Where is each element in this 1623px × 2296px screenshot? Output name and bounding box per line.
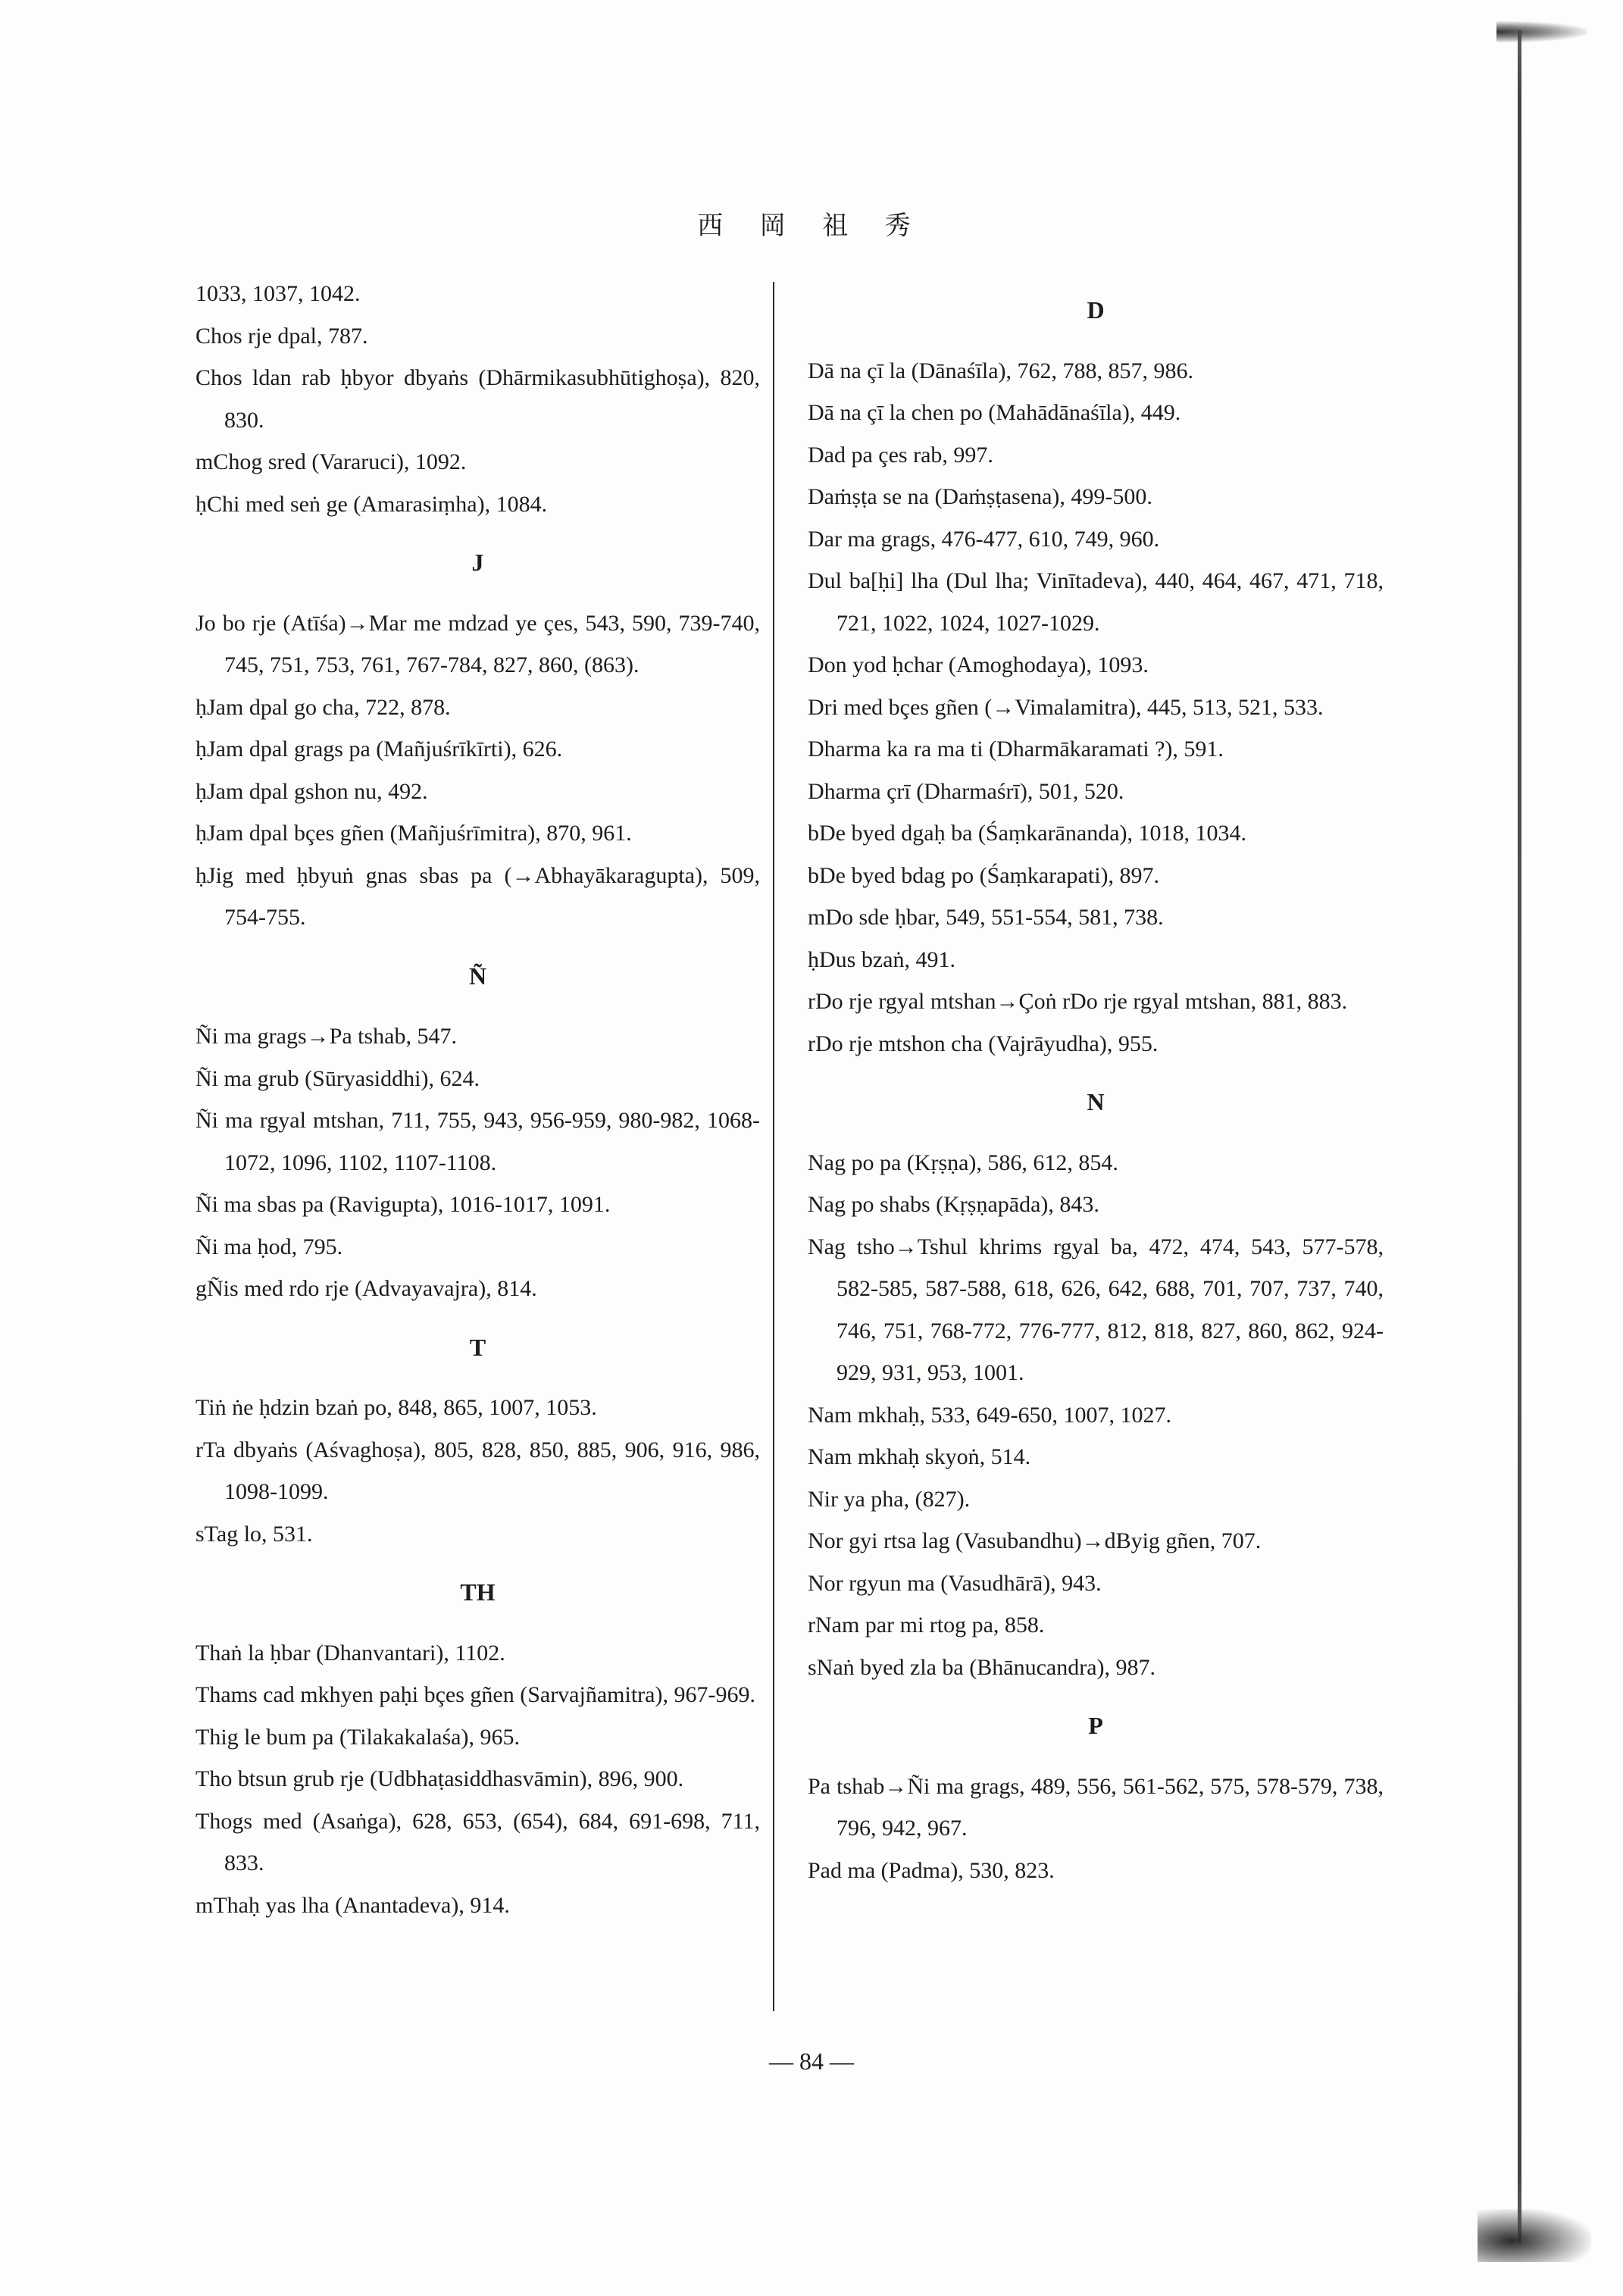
section-heading: J <box>471 549 484 576</box>
scan-binding-edge <box>1518 30 1521 2243</box>
index-entry: Ñi ma grub (Sūryasiddhi), 624. <box>195 1065 480 1091</box>
index-section <box>808 289 1384 1065</box>
index-entry: Dri med bçes gñen (→Vimalamitra), 445, 513, 521, 533. <box>808 694 1324 720</box>
index-entry: ḥJam dpal grags pa (Mañjuśrīkīrti), 626. <box>195 737 563 762</box>
index-entry: Ñi ma grags→Pa tshab, 547. <box>195 1024 457 1049</box>
index-entry: rDo rje rgyal mtshan→Çoṅ rDo rje rgyal mtshan, 881, 883. <box>808 989 1348 1014</box>
index-section <box>195 273 760 525</box>
index-section <box>808 1705 1384 1891</box>
index-entry: Dharma çrī (Dharmaśrī), 501, 520. <box>808 778 1124 804</box>
index-entry: Nor gyi rtsa lag (Vasubandhu)→dByig gñen, 707. <box>808 1528 1262 1553</box>
index-entry: mThaḥ yas lha (Anantadeva), 914. <box>195 1892 510 1918</box>
index-entry: ḥChi med seṅ ge (Amarasiṃha), 1084. <box>195 491 548 517</box>
index-section <box>195 1327 760 1556</box>
index-entry: Thaṅ la ḥbar (Dhanvantari), 1102. <box>195 1640 505 1666</box>
index-entry: bDe byed bdag po (Śaṃkarapati), 897. <box>808 862 1160 888</box>
index-entry: Dharma ka ra ma ti (Dharmākaramati ?), 591. <box>808 737 1224 762</box>
index-entry: ḥJam dpal bçes gñen (Mañjuśrīmitra), 870, 961. <box>195 821 632 846</box>
page-number: — 84 — <box>769 2047 854 2075</box>
index-entry: Nag po shabs (Kṛṣṇapāda), 843. <box>808 1192 1099 1217</box>
right-column <box>808 273 1384 1891</box>
index-entry: Pad ma (Padma), 530, 823. <box>808 1857 1055 1883</box>
index-entry: Ñi ma rgyal mtshan, 711, 755, 943, 956-959, 980-982, 1068-1072, 1096, 1102, 1107-1108. <box>195 1108 760 1175</box>
index-entry: Dā na çī la chen po (Mahādānaśīla), 449. <box>808 400 1181 425</box>
index-section <box>808 1081 1384 1688</box>
index-entry: 1033, 1037, 1042. <box>195 281 361 306</box>
index-entry: Thogs med (Asaṅga), 628, 653, (654), 684, 691-698, 711, 833. <box>195 1808 760 1875</box>
index-entry: Dul ba[ḥi] lha (Dul lha; Vinītadeva), 440, 464, 467, 471, 718, 721, 1022, 1024, 1027-1029. <box>808 568 1384 636</box>
index-entry: Nam mkhaḥ, 533, 649-650, 1007, 1027. <box>808 1402 1171 1428</box>
index-entry: Nam mkhaḥ skyoṅ, 514. <box>808 1444 1031 1469</box>
index-entry: mDo sde ḥbar, 549, 551-554, 581, 738. <box>808 905 1164 930</box>
section-heading: P <box>1088 1712 1103 1739</box>
index-entry: rDo rje mtshon cha (Vajrāyudha), 955. <box>808 1031 1159 1056</box>
index-entry: Nir ya pha, (827). <box>808 1486 971 1512</box>
index-entry: Dad pa çes rab, 997. <box>808 442 993 468</box>
index-entry: sTag lo, 531. <box>195 1521 313 1547</box>
index-entry: Thig le bum pa (Tilakakalaśa), 965. <box>195 1724 520 1750</box>
scan-edge-top <box>1496 21 1587 42</box>
index-entry: ḥJam dpal go cha, 722, 878. <box>195 694 451 720</box>
index-entry: ḥJig med ḥbyuṅ gnas sbas pa (→Abhayākaragupta), 509, 754-755. <box>195 862 760 930</box>
index-entry: bDe byed dgaḥ ba (Śaṃkarānanda), 1018, 1034. <box>808 821 1246 846</box>
index-entry: gÑis med rdo rje (Advayavajra), 814. <box>195 1276 537 1301</box>
index-entry: Pa tshab→Ñi ma grags, 489, 556, 561-562, 575, 578-579, 738, 796, 942, 967. <box>808 1773 1384 1841</box>
index-entry: Chos rje dpal, 787. <box>195 323 368 349</box>
index-entry: Ñi ma ḥod, 795. <box>195 1234 343 1259</box>
page-header-author: 西 岡 祖 秀 <box>697 212 926 240</box>
section-heading: D <box>1087 296 1105 324</box>
index-entry: Thams cad mkhyen paḥi bçes gñen (Sarvajñamitra), 967-969. <box>195 1682 755 1707</box>
index-section <box>195 956 760 1310</box>
index-entry: Tiṅ ṅe ḥdzin bzaṅ po, 848, 865, 1007, 1053. <box>195 1395 597 1420</box>
index-entry: Jo bo rje (Atīśa)→Mar me mdzad ye çes, 543, 590, 739-740, 745, 751, 753, 761, 767-784, 827, 860, (863). <box>195 610 760 677</box>
scan-edge-bottom <box>1478 2209 1591 2262</box>
section-heading: N <box>1087 1088 1105 1115</box>
column-divider <box>773 282 774 2011</box>
section-heading: T <box>469 1333 486 1361</box>
index-entry: rNam par mi rtog pa, 858. <box>808 1613 1045 1638</box>
index-entry: Don yod ḥchar (Amoghodaya), 1093. <box>808 652 1149 677</box>
index-entry: Chos ldan rab ḥbyor dbyaṅs (Dhārmikasubhūtighoṣa), 820, 830. <box>195 365 760 433</box>
index-entry: Tho btsun grub rje (Udbhaṭasiddhasvāmin), 896, 900. <box>195 1766 684 1791</box>
index-section <box>195 542 760 939</box>
left-column <box>195 273 760 1926</box>
index-entry: Nor rgyun ma (Vasudhārā), 943. <box>808 1570 1102 1596</box>
index-entry: mChog sred (Vararuci), 1092. <box>195 449 467 474</box>
index-entry: Ñi ma sbas pa (Ravigupta), 1016-1017, 1091. <box>195 1192 611 1217</box>
index-entry: sNaṅ byed zla ba (Bhānucandra), 987. <box>808 1654 1155 1680</box>
index-entry: ḥJam dpal gshon nu, 492. <box>195 778 428 804</box>
index-entry: Dar ma grags, 476-477, 610, 749, 960. <box>808 526 1160 552</box>
index-section <box>195 1572 760 1926</box>
index-entry: rTa dbyaṅs (Aśvaghoṣa), 805, 828, 850, 885, 906, 916, 986, 1098-1099. <box>195 1437 760 1504</box>
index-entry: Nag tsho→Tshul khrims rgyal ba, 472, 474, 543, 577-578, 582-585, 587-588, 618, 626, 642, 688, 701, 707, 737, 740, 746, 751, 768-772, 776-777, 812, 818, 827, 860, 862, 924-929, 931, 953, 1001. <box>808 1234 1384 1385</box>
section-heading: Ñ <box>468 962 487 990</box>
index-entry: Dā na çī la (Dānaśīla), 762, 788, 857, 986. <box>808 358 1194 383</box>
index-entry: Nag po pa (Kṛṣṇa), 586, 612, 854. <box>808 1150 1118 1175</box>
index-entry: ḥDus bzaṅ, 491. <box>808 946 955 972</box>
index-entry: Daṁṣṭa se na (Daṁṣṭasena), 499-500. <box>808 484 1152 509</box>
section-heading: TH <box>460 1578 496 1606</box>
